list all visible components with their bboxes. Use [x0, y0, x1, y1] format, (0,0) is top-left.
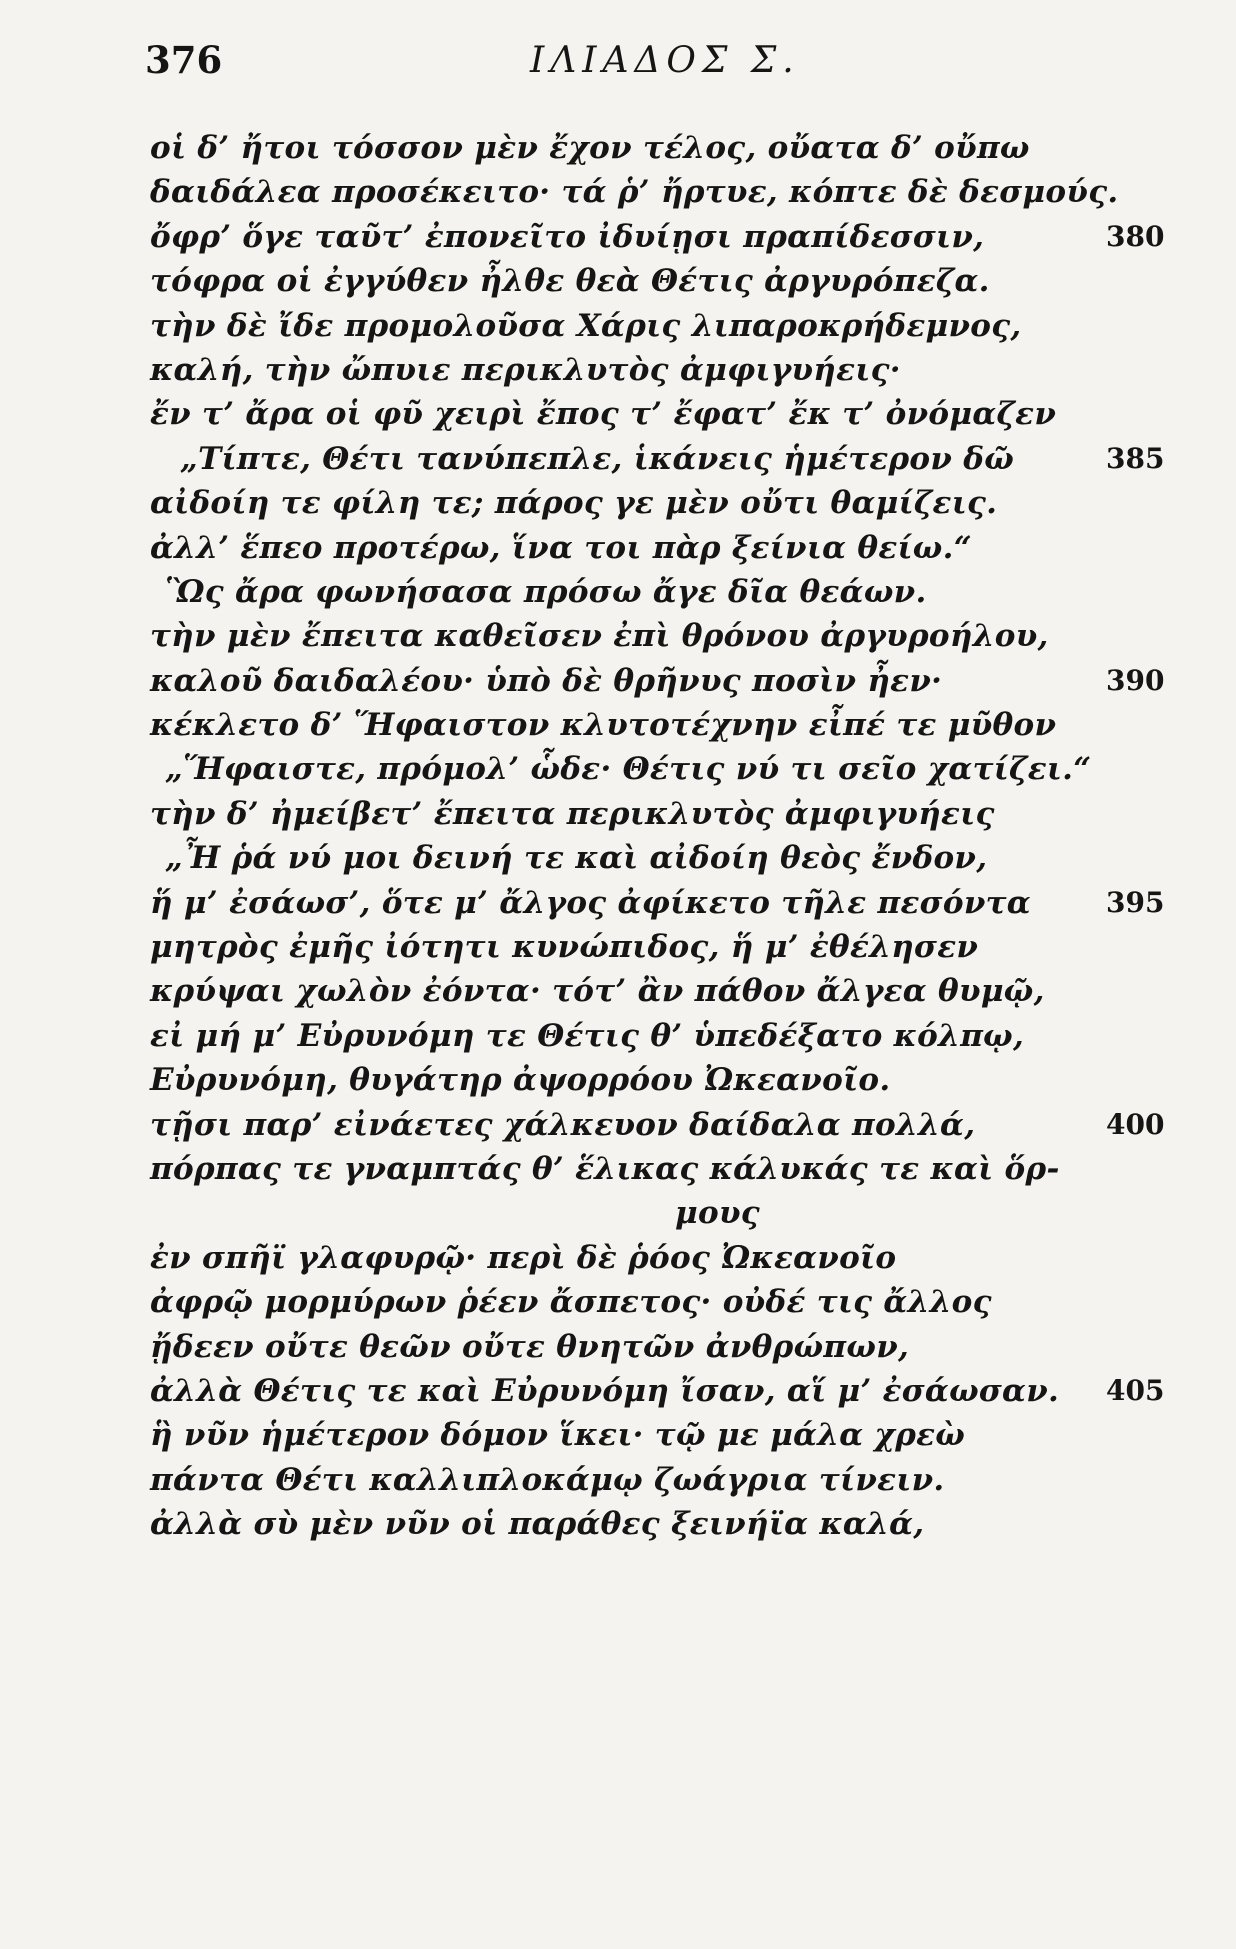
verse-line [0, 1458, 1236, 1502]
verse-text: „Τίπτε, Θέτι τανύπεπλε, ἱκάνεις ἡμέτερον δῶ [180, 440, 1015, 477]
verse-text: τῇσι παρ’ εἰνάετες χάλκευον δαίδαλα πολλά, [150, 1106, 976, 1143]
verse-line [0, 570, 1236, 614]
verse-text: καλή, τὴν ὤπυιε περικλυτὸς ἀμφιγυήεις· [150, 351, 901, 388]
verse-text: εἰ μή μ’ Εὐρυνόμη τε Θέτις θ’ ὑπεδέξατο κόλπῳ, [150, 1017, 1025, 1054]
line-number: 400 [1106, 1107, 1165, 1141]
verse-line [0, 1280, 1236, 1324]
verse-text: κέκλετο δ’ Ἥφαιστον κλυτοτέχνην εἶπέ τε μῦθον [150, 707, 1057, 744]
verse-text: κρύψαι χωλὸν ἐόντα· τότ’ ἂν πάθον ἄλγεα θυμῷ, [150, 973, 1045, 1010]
verse-line [0, 659, 1236, 703]
verse-text: πόρπας τε γναμπτάς θ’ ἕλικας κάλυκάς τε καὶ ὅρ- [150, 1150, 1060, 1187]
verse-text: ἀλλὰ Θέτις τε καὶ Εὐρυνόμη ἴσαν, αἵ μ’ ἐσάωσαν. [150, 1372, 1060, 1409]
verse-text: Ὣς ἄρα φωνήσασα πρόσω ἄγε δῖα θεάων. [165, 573, 927, 610]
verse-line [0, 259, 1236, 303]
verse-line [0, 925, 1236, 969]
verse-text: ἀλλὰ σὺ μὲν νῦν οἱ παράθες ξεινήϊα καλά, [150, 1506, 925, 1543]
verse-text: τὴν δὲ ἴδε προμολοῦσα Χάρις λιπαροκρήδεμνος, [150, 307, 1022, 344]
verse-line [0, 1413, 1236, 1457]
verse-line [0, 836, 1236, 880]
verse-text: „Ἦ ῥά νύ μοι δεινή τε καὶ αἰδοίη θεὸς ἔνδον, [165, 840, 988, 877]
verse-text: „Ἥφαιστε, πρόμολ’ ὧδε· Θέτις νύ τι σεῖο χατίζει.“ [165, 751, 1092, 788]
verse-line [0, 1147, 1236, 1191]
verse-line [0, 703, 1236, 747]
running-title: ΙΛΙΑΔΟΣ Σ. [530, 40, 800, 81]
verse-text: ἔν τ’ ἄρα οἱ φῦ χειρὶ ἔπος τ’ ἔφατ’ ἔκ τ’ ὀνόμαζεν [150, 396, 1057, 433]
verse-line [0, 304, 1236, 348]
verse-line [0, 526, 1236, 570]
verse-line [0, 1014, 1236, 1058]
verse-line [0, 792, 1236, 836]
verse-text: τόφρα οἱ ἐγγύθεν ἦλθε θεὰ Θέτις ἀργυρόπεζα. [150, 263, 990, 300]
verse-text: ἣ νῦν ἡμέτερον δόμον ἵκει· τῷ με μάλα χρεὼ [150, 1417, 966, 1454]
line-number: 405 [1106, 1373, 1165, 1407]
verse-text: μητρὸς ἐμῆς ἰότητι κυνώπιδος, ἥ μ’ ἐθέλησεν [150, 929, 979, 966]
verse-line [0, 1236, 1236, 1280]
verse-block [0, 126, 1236, 1547]
verse-text: Εὐρυνόμη, θυγάτηρ ἀψορρόου Ὠκεανοῖο. [150, 1062, 891, 1099]
verse-text: καλοῦ δαιδαλέου· ὑπὸ δὲ θρῆνυς ποσὶν ἦεν· [150, 662, 943, 699]
verse-line [0, 1103, 1236, 1147]
page-header [0, 38, 1236, 98]
line-number: 390 [1106, 663, 1165, 697]
verse-text: ἐν σπῆϊ γλαφυρῷ· περὶ δὲ ῥόος Ὠκεανοῖο [150, 1239, 897, 1276]
verse-line [0, 969, 1236, 1013]
verse-line [0, 614, 1236, 658]
verse-text: ὄφρ’ ὅγε ταῦτ’ ἐπονεῖτο ἰδυίῃσι πραπίδεσσιν, [150, 218, 985, 255]
verse-line [0, 1191, 1236, 1235]
verse-line [0, 1058, 1236, 1102]
line-number: 385 [1106, 441, 1165, 475]
line-number: 395 [1106, 885, 1165, 919]
verse-line [0, 1369, 1236, 1413]
verse-line [0, 170, 1236, 214]
verse-line [0, 1325, 1236, 1369]
verse-text: τὴν μὲν ἔπειτα καθεῖσεν ἐπὶ θρόνου ἀργυροήλου, [150, 618, 1049, 655]
verse-text: οἱ δ’ ἤτοι τόσσον μὲν ἔχον τέλος, οὔατα δ’ οὔπω [150, 130, 1030, 166]
verse-line [0, 126, 1236, 170]
verse-line [0, 437, 1236, 481]
verse-line [0, 215, 1236, 259]
verse-line [0, 348, 1236, 392]
verse-text: πάντα Θέτι καλλιπλοκάμῳ ζωάγρια τίνειν. [150, 1461, 945, 1498]
verse-line [0, 747, 1236, 791]
verse-text: τὴν δ’ ἠμείβετ’ ἔπειτα περικλυτὸς ἀμφιγυήεις [150, 795, 995, 832]
verse-text: ᾔδεεν οὔτε θεῶν οὔτε θνητῶν ἀνθρώπων, [150, 1328, 910, 1365]
verse-text: ἀφρῷ μορμύρων ῥέεν ἄσπετος· οὐδέ τις ἄλλος [150, 1284, 992, 1321]
verse-text: ἥ μ’ ἐσάωσ’, ὅτε μ’ ἄλγος ἀφίκετο τῆλε πεσόντα [150, 884, 1031, 921]
verse-text: αἰδοίη τε φίλη τε; πάρος γε μὲν οὔτι θαμίζεις. [150, 485, 998, 522]
verse-text: ἀλλ’ ἕπεο προτέρω, ἵνα τοι πὰρ ξείνια θείω.“ [150, 529, 972, 566]
verse-line [0, 881, 1236, 925]
verse-text: μους [675, 1195, 760, 1232]
verse-line [0, 1502, 1236, 1546]
line-number: 380 [1106, 219, 1165, 253]
verse-line [0, 392, 1236, 436]
verse-text: δαιδάλεα προσέκειτο· τά ῥ’ ἤρτυε, κόπτε δὲ δεσμούς. [150, 174, 1119, 211]
page-number: 376 [145, 38, 223, 82]
verse-line [0, 481, 1236, 525]
